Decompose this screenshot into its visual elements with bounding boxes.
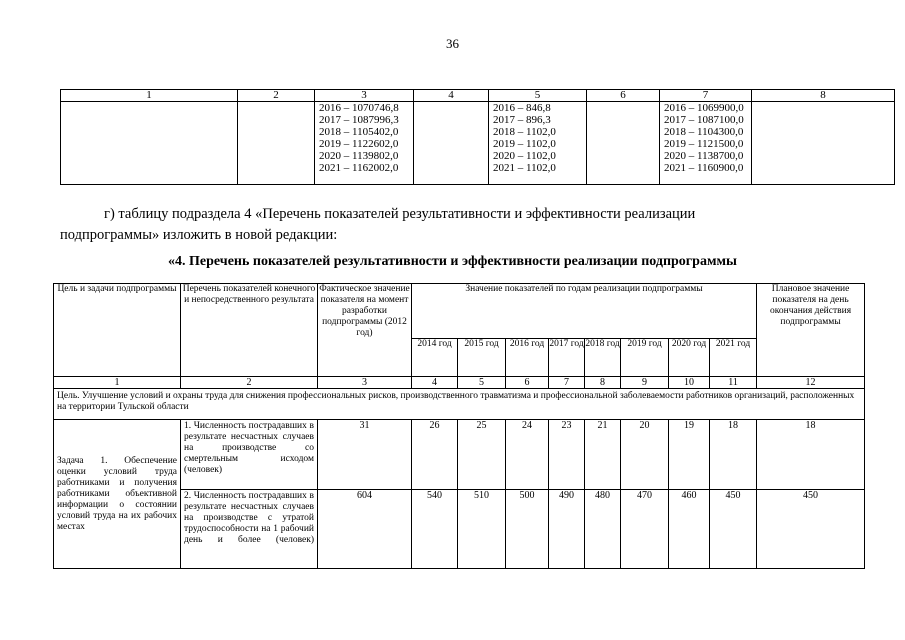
header-indicator-list: Перечень показателей конечного и непосредственного результата (181, 284, 318, 377)
year-value: 480 (585, 490, 621, 569)
section-heading: «4. Перечень показателей результативности и эффективности реализации подпрограммы (168, 254, 737, 269)
header-values-by-year: Значение показателей по годам реализации подпрограммы (412, 284, 757, 339)
col-number: 7 (660, 90, 752, 102)
year-header: 2016 год (506, 339, 549, 377)
continuation-header-row (61, 90, 895, 102)
planned-value: 18 (757, 420, 865, 490)
indicators-table (53, 283, 865, 569)
goal-row (54, 389, 865, 420)
continuation-values-row (61, 102, 895, 185)
year-value: 470 (621, 490, 669, 569)
column-index: 9 (621, 377, 669, 389)
amendment-paragraph (60, 204, 820, 246)
year-header: 2019 год (621, 339, 669, 377)
column-index: 7 (549, 377, 585, 389)
year-header: 2018 год (585, 339, 621, 377)
col-number: 3 (315, 90, 414, 102)
col-number: 4 (414, 90, 489, 102)
indicator-name: 1. Численность пострадавших в результате несчастных случаев на производстве со смертельным исходом (человек) (181, 420, 318, 490)
funding-other-cell: 2016 – 1069900,0 2017 – 1087100,0 2018 – 1104300,0 2019 – 1121500,0 2020 – 1138700,0 2021 – 1160900,0 (660, 102, 752, 185)
table-header-row (54, 284, 865, 339)
column-index: 4 (412, 377, 458, 389)
col-number: 6 (587, 90, 660, 102)
year-header: 2021 год (710, 339, 757, 377)
year-value: 490 (549, 490, 585, 569)
funding-regional-cell: 2016 – 846,8 2017 – 896,3 2018 – 1102,0 2019 – 1102,0 2020 – 1102,0 2021 – 1102,0 (489, 102, 587, 185)
indicator-name: 2. Численность пострадавших в результате несчастных случаев на производстве с утратой трудоспособности на 1 рабочий день и более (человек) (181, 490, 318, 569)
year-header: 2014 год (412, 339, 458, 377)
year-value: 450 (710, 490, 757, 569)
actual-value: 604 (318, 490, 412, 569)
year-value: 540 (412, 490, 458, 569)
column-index: 2 (181, 377, 318, 389)
column-index: 10 (669, 377, 710, 389)
column-index-row (54, 377, 865, 389)
column-index: 12 (757, 377, 865, 389)
col-number: 5 (489, 90, 587, 102)
header-goal: Цель и задачи подпрограммы (54, 284, 181, 377)
task-text: Задача 1. Обеспечение оценки условий труда работниками и получения работниками объективной информации о состоянии условий труда на их рабочих местах (54, 420, 181, 569)
year-value: 20 (621, 420, 669, 490)
column-index: 8 (585, 377, 621, 389)
col-number: 1 (61, 90, 238, 102)
column-index: 3 (318, 377, 412, 389)
year-header: 2020 год (669, 339, 710, 377)
year-value: 25 (458, 420, 506, 490)
planned-value: 450 (757, 490, 865, 569)
year-value: 21 (585, 420, 621, 490)
col-number: 8 (752, 90, 895, 102)
page-number: 36 (446, 36, 459, 51)
paragraph-line-1: г) таблицу подраздела 4 «Перечень показателей результативности и эффективности реализации (104, 206, 696, 222)
year-value: 500 (506, 490, 549, 569)
col-number: 2 (238, 90, 315, 102)
year-header: 2017 год (549, 339, 585, 377)
year-value: 26 (412, 420, 458, 490)
column-index: 5 (458, 377, 506, 389)
column-index: 11 (710, 377, 757, 389)
year-value: 510 (458, 490, 506, 569)
goal-text: Цель. Улучшение условий и охраны труда для снижения профессиональных рисков, производственного травматизма и профессиональной заболеваемости работников организаций, расположенных на территории Тульской области (54, 389, 865, 420)
year-value: 460 (669, 490, 710, 569)
year-header: 2015 год (458, 339, 506, 377)
column-index: 6 (506, 377, 549, 389)
year-value: 19 (669, 420, 710, 490)
header-planned-value: Плановое значение показателя на день окончания действия подпрограммы (757, 284, 865, 377)
indicator-row (54, 420, 865, 490)
column-index: 1 (54, 377, 181, 389)
funding-total-cell: 2016 – 1070746,8 2017 – 1087996,3 2018 – 1105402,0 2019 – 1122602,0 2020 – 1139802,0 2021 – 1162002,0 (315, 102, 414, 185)
header-actual-value: Фактическое значение показателя на момент разработки подпрограммы (2012 год) (318, 284, 412, 377)
year-value: 23 (549, 420, 585, 490)
paragraph-line-2: подпрограммы» изложить в новой редакции: (60, 227, 338, 243)
continuation-table (60, 89, 895, 185)
actual-value: 31 (318, 420, 412, 490)
year-value: 18 (710, 420, 757, 490)
year-value: 24 (506, 420, 549, 490)
